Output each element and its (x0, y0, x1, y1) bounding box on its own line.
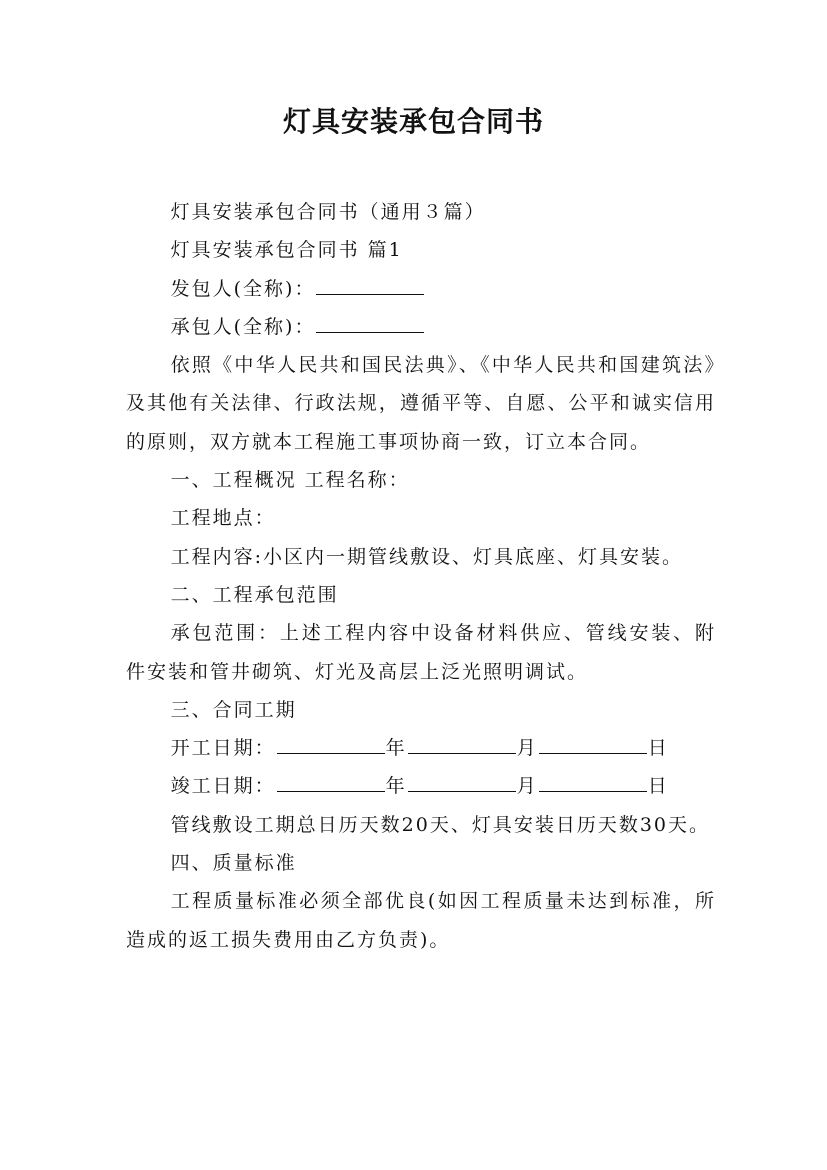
contractor-label: 承包人(全称)： (170, 315, 316, 338)
project-overview-heading: 一、工程概况 工程名称： (170, 469, 410, 492)
completion-date-line (126, 767, 716, 805)
project-location-line: 工程地点： (170, 507, 276, 530)
schedule-heading: 三、合同工期 (170, 698, 297, 721)
legal-basis-paragraph: 依照《中华人民共和国民法典》、《中华人民共和国建筑法》及其他有关法律、行政法规，遵循平等、自愿、公平和诚实信用的原则，双方就本工程施工事项协商一致，订立本合同。 (126, 354, 716, 453)
completion-month-blank (408, 773, 516, 792)
subtitle-paragraph: 灯具安装承包合同书（通用３篇） (170, 201, 486, 223)
contractor-line (126, 308, 716, 346)
start-month-label: 月 (516, 737, 538, 760)
duration-paragraph: 管线敷设工期总日历天数20天、灯具安装日历天数30天。 (170, 813, 710, 836)
completion-date-label: 竣工日期： (170, 775, 276, 798)
start-month-blank (408, 735, 516, 754)
document-body (126, 193, 716, 959)
employer-line (126, 270, 716, 308)
completion-day-label: 日 (647, 775, 669, 798)
start-year-blank (277, 735, 385, 754)
scope-paragraph: 承包范围：上述工程内容中设备材料供应、管线安装、附件安装和管井砌筑、灯光及高层上泛光照明调试。 (126, 622, 716, 683)
quality-heading: 四、质量标准 (170, 852, 297, 875)
scope-heading: 二、工程承包范围 (170, 583, 339, 606)
start-day-blank (539, 735, 647, 754)
start-date-line (126, 729, 716, 767)
quality-paragraph: 工程质量标准必须全部优良(如因工程质量未达到标准，所造成的返工损失费用由乙方负责)。 (126, 890, 716, 951)
employer-label: 发包人(全称)： (170, 277, 316, 300)
start-day-label: 日 (647, 737, 669, 760)
completion-day-blank (539, 773, 647, 792)
contractor-blank-line (316, 314, 424, 333)
completion-year-blank (277, 773, 385, 792)
completion-month-label: 月 (516, 775, 538, 798)
start-year-label: 年 (385, 737, 407, 760)
start-date-label: 开工日期： (170, 737, 276, 760)
document-title: 灯具安装承包合同书 (282, 105, 544, 138)
employer-blank-line (316, 276, 424, 295)
project-content-line: 工程内容:小区内一期管线敷设、灯具底座、灯具安装。 (170, 545, 684, 568)
section-heading: 灯具安装承包合同书 篇1 (170, 239, 403, 262)
completion-year-label: 年 (385, 775, 407, 798)
